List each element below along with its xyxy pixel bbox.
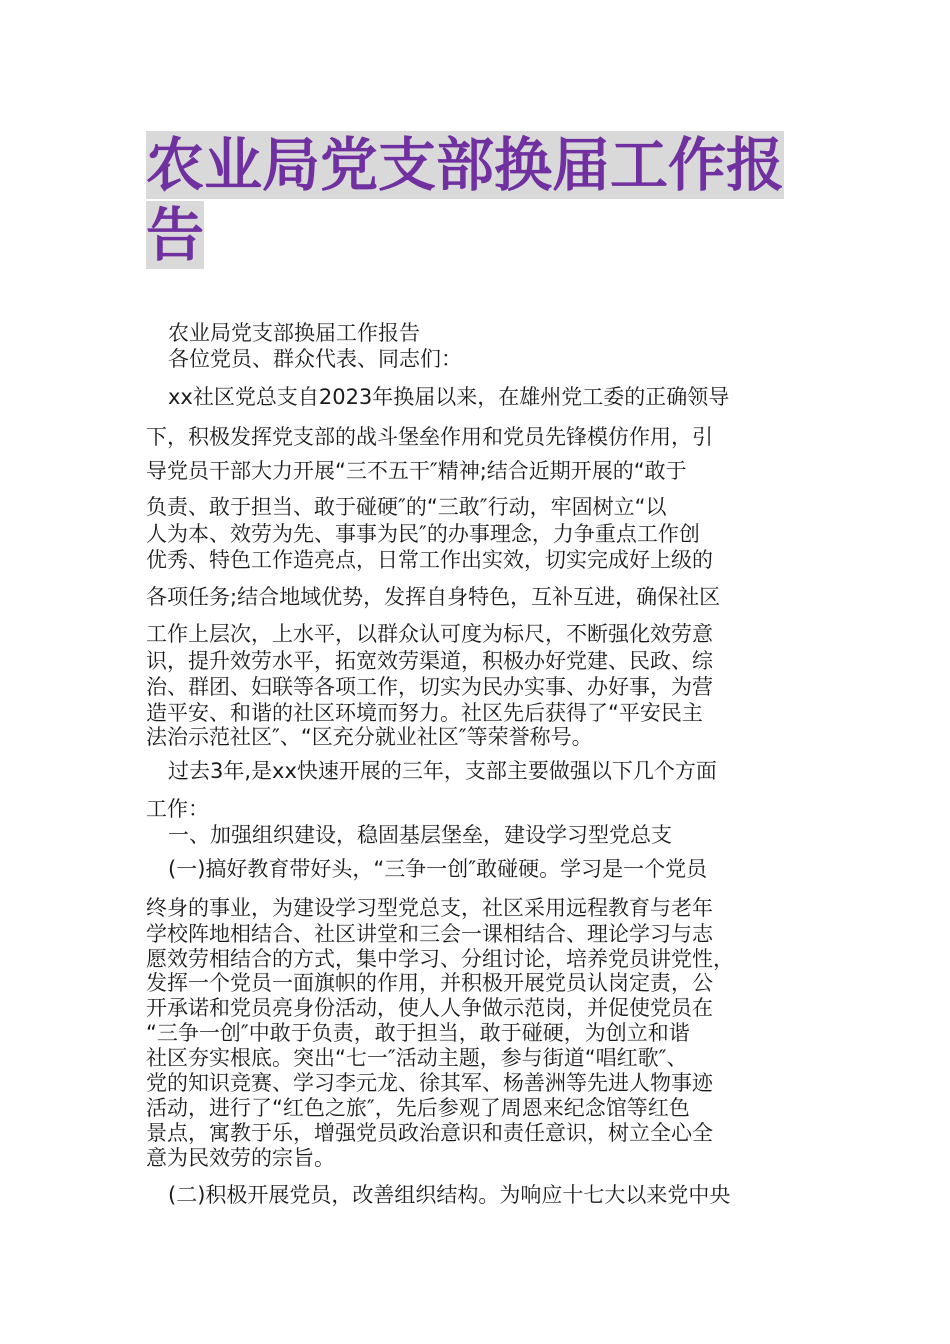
body-line: 愿效劳相结合的方式，集中学习、分组讨论，培养党员讲党性， bbox=[146, 947, 734, 971]
body-line: 工作： bbox=[146, 797, 209, 821]
body-line: (一)搞好教育带好头，“三争一创″敢碰硬。学习是一个党员 bbox=[168, 857, 708, 881]
body-line: 负责、敢于担当、敢于碰硬″的“三敢″行动，牢固树立“以 bbox=[146, 495, 667, 519]
body-line: 发挥一个党员一面旗帜的作用，并积极开展党员认岗定责，公 bbox=[146, 971, 713, 995]
title-text: 农业局党支部换届工作报告 bbox=[146, 131, 785, 269]
body-line: 活动，进行了“红色之旅″，先后参观了周恩来纪念馆等红色 bbox=[146, 1096, 690, 1120]
body-line: 治、群团、妇联等各项工作，切实为民办实事、办好事，为营 bbox=[146, 675, 713, 699]
body-line: 意为民效劳的宗旨。 bbox=[146, 1146, 335, 1170]
body-line: 终身的事业，为建设学习型党总支，社区采用远程教育与老年 bbox=[146, 896, 713, 920]
body-line: 法治示范社区″、“区充分就业社区″等荣誉称号。 bbox=[146, 725, 593, 749]
body-line: 各位党员、群众代表、同志们： bbox=[168, 347, 462, 371]
body-line: 工作上层次，上水平，以群众认可度为标尺，不断强化效劳意 bbox=[146, 622, 713, 646]
body-line: 党的知识竞赛、学习李元龙、徐其军、杨善洲等先进人物事迹 bbox=[146, 1071, 713, 1095]
body-line: 识，提升效劳水平，拓宽效劳渠道，积极办好党建、民政、综 bbox=[146, 649, 713, 673]
body-line: “三争一创″中敢于负责，敢于担当，敢于碰硬，为创立和谐 bbox=[146, 1021, 690, 1045]
body-line: 下，积极发挥党支部的战斗堡垒作用和党员先锋模仿作用，引 bbox=[146, 425, 713, 449]
body-line: 景点，寓教于乐，增强党员政治意识和责任意识，树立全心全 bbox=[146, 1121, 713, 1145]
body-line: 造平安、和谐的社区环境而努力。社区先后获得了“平安民主 bbox=[146, 701, 703, 725]
body-line: 各项任务;结合地域优势，发挥自身特色，互补互进，确保社区 bbox=[146, 585, 721, 609]
body-line: 社区夯实根底。突出“七一″活动主题，参与街道“唱红歌″、 bbox=[146, 1046, 688, 1070]
body-line: 农业局党支部换届工作报告 bbox=[168, 321, 420, 345]
body-line: xx社区党总支自2023年换届以来，在雄州党工委的正确领导 bbox=[168, 385, 730, 409]
document-title bbox=[146, 130, 808, 270]
body-line: (二)积极开展党员，改善组织结构。为响应十七大以来党中央 bbox=[168, 1183, 731, 1207]
body-line: 优秀、特色工作造亮点，日常工作出实效，切实完成好上级的 bbox=[146, 548, 713, 572]
body-line: 人为本、效劳为先、事事为民″的办事理念，力争重点工作创 bbox=[146, 522, 700, 546]
body-line: 过去3年,是xx快速开展的三年，支部主要做强以下几个方面 bbox=[168, 759, 717, 783]
body-line: 开承诺和党员亮身份活动，使人人争做示范岗，并促使党员在 bbox=[146, 996, 713, 1020]
body-line: 学校阵地相结合、社区讲堂和三会一课相结合、理论学习与志 bbox=[146, 922, 713, 946]
body-line: 导党员干部大力开展“三不五干″精神;结合近期开展的“敢于 bbox=[146, 459, 687, 483]
body-line: 一、加强组织建设，稳固基层堡垒，建设学习型党总支 bbox=[168, 823, 672, 847]
